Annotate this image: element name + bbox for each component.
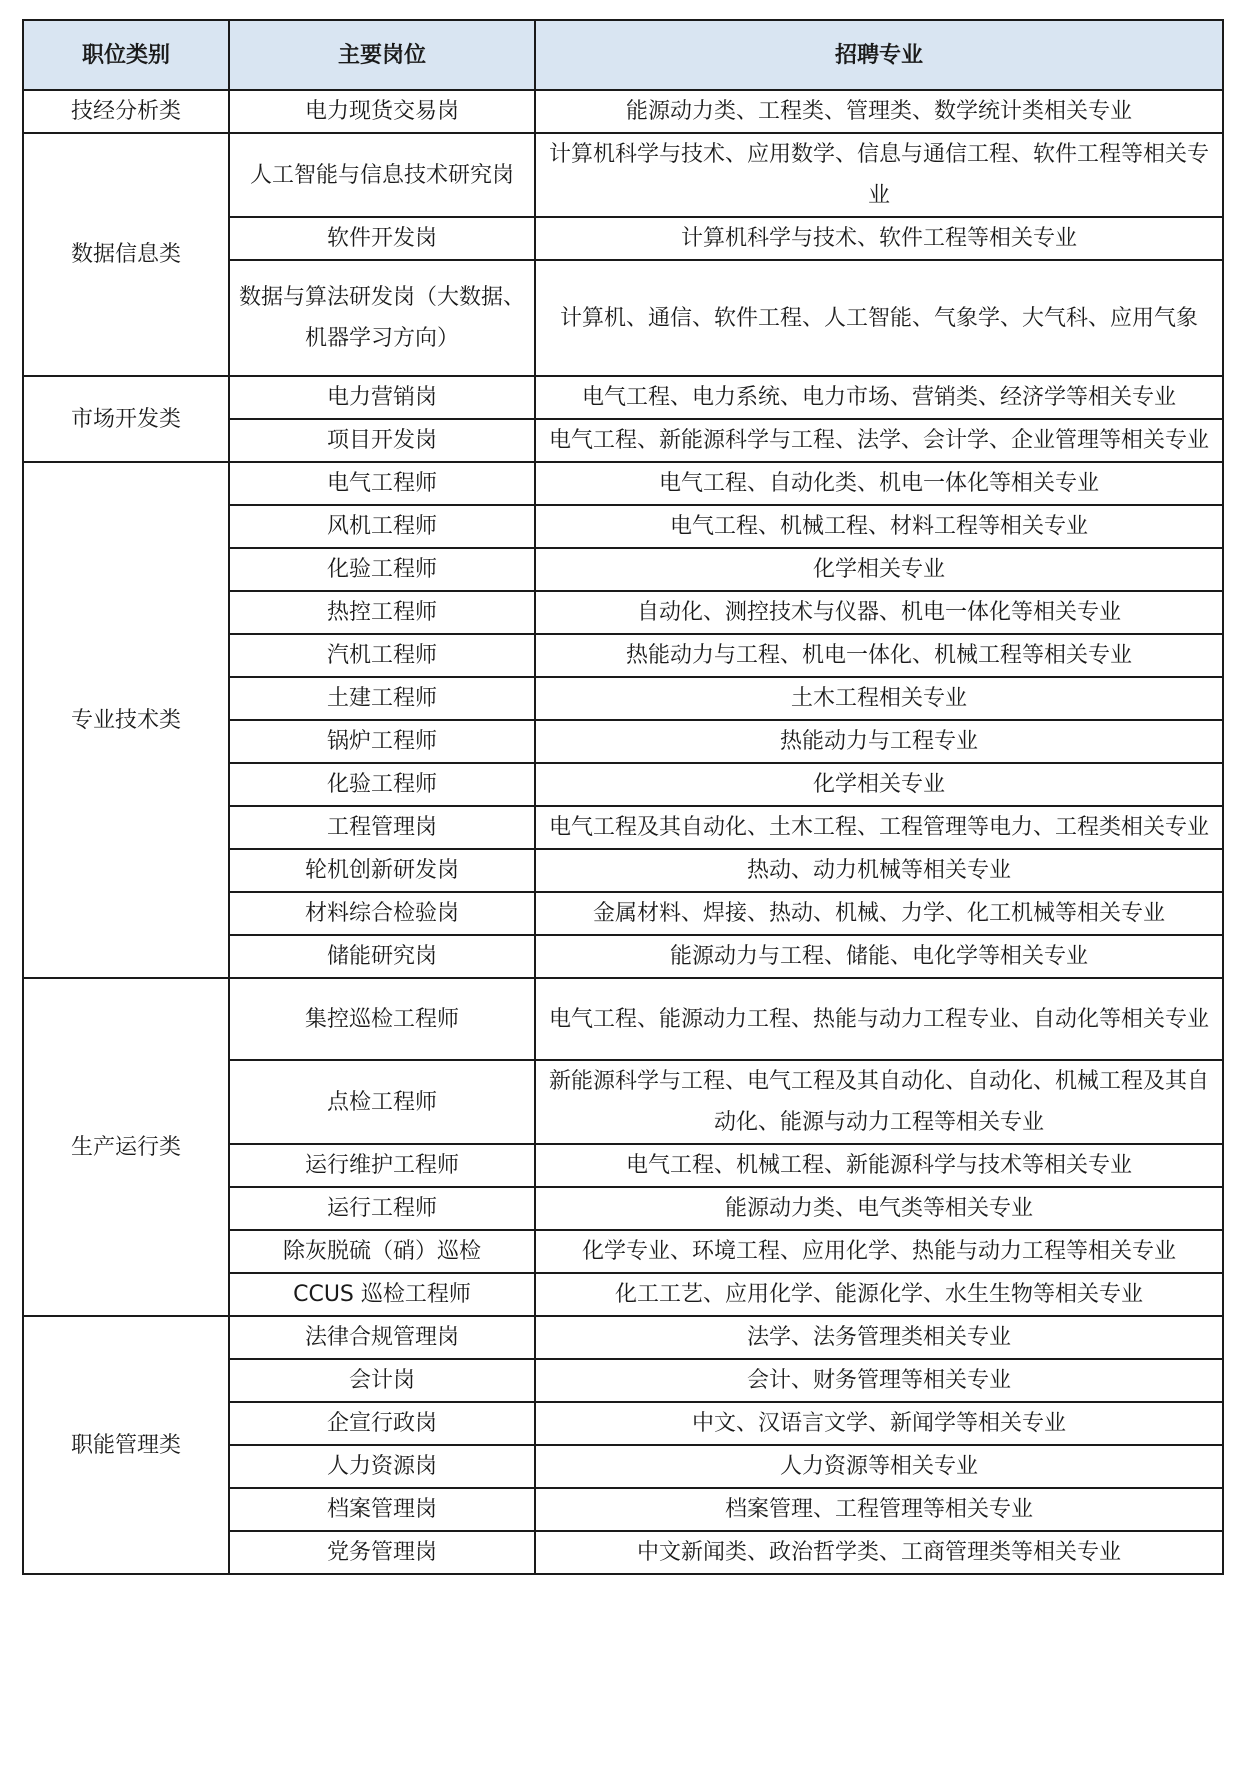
major-cell: 能源动力类、电气类等相关专业 xyxy=(535,1187,1223,1230)
position-cell: 工程管理岗 xyxy=(229,806,535,849)
category-cell: 市场开发类 xyxy=(23,376,229,462)
major-cell: 自动化、测控技术与仪器、机电一体化等相关专业 xyxy=(535,591,1223,634)
major-cell: 化工工艺、应用化学、能源化学、水生生物等相关专业 xyxy=(535,1273,1223,1316)
major-cell: 新能源科学与工程、电气工程及其自动化、自动化、机械工程及其自动化、能源与动力工程等相关专业 xyxy=(535,1060,1223,1144)
table-row xyxy=(23,90,1223,133)
major-cell: 电气工程、能源动力工程、热能与动力工程专业、自动化等相关专业 xyxy=(535,978,1223,1060)
table-row xyxy=(23,1316,1223,1359)
category-cell: 数据信息类 xyxy=(23,133,229,376)
position-cell: 储能研究岗 xyxy=(229,935,535,978)
header-position: 主要岗位 xyxy=(229,20,535,90)
major-cell: 计算机科学与技术、软件工程等相关专业 xyxy=(535,217,1223,260)
major-cell: 化学相关专业 xyxy=(535,548,1223,591)
major-cell: 中文、汉语言文学、新闻学等相关专业 xyxy=(535,1402,1223,1445)
major-cell: 电气工程及其自动化、土木工程、工程管理等电力、工程类相关专业 xyxy=(535,806,1223,849)
major-cell: 电气工程、电力系统、电力市场、营销类、经济学等相关专业 xyxy=(535,376,1223,419)
table-row xyxy=(23,978,1223,1060)
major-cell: 电气工程、机械工程、新能源科学与技术等相关专业 xyxy=(535,1144,1223,1187)
position-cell: 电力现货交易岗 xyxy=(229,90,535,133)
major-cell: 热能动力与工程、机电一体化、机械工程等相关专业 xyxy=(535,634,1223,677)
position-cell: 运行维护工程师 xyxy=(229,1144,535,1187)
position-cell: 化验工程师 xyxy=(229,548,535,591)
position-cell: 土建工程师 xyxy=(229,677,535,720)
major-cell: 电气工程、新能源科学与工程、法学、会计学、企业管理等相关专业 xyxy=(535,419,1223,462)
position-cell: 数据与算法研发岗（大数据、机器学习方向） xyxy=(229,260,535,376)
position-cell: 人工智能与信息技术研究岗 xyxy=(229,133,535,217)
table-row xyxy=(23,376,1223,419)
position-cell: 热控工程师 xyxy=(229,591,535,634)
position-cell: 档案管理岗 xyxy=(229,1488,535,1531)
position-cell: 轮机创新研发岗 xyxy=(229,849,535,892)
position-cell: 锅炉工程师 xyxy=(229,720,535,763)
major-cell: 电气工程、机械工程、材料工程等相关专业 xyxy=(535,505,1223,548)
category-cell: 职能管理类 xyxy=(23,1316,229,1574)
major-cell: 会计、财务管理等相关专业 xyxy=(535,1359,1223,1402)
major-cell: 化学相关专业 xyxy=(535,763,1223,806)
position-cell: 法律合规管理岗 xyxy=(229,1316,535,1359)
position-cell: 人力资源岗 xyxy=(229,1445,535,1488)
major-cell: 电气工程、自动化类、机电一体化等相关专业 xyxy=(535,462,1223,505)
position-cell: 企宣行政岗 xyxy=(229,1402,535,1445)
recruitment-table xyxy=(22,19,1224,1575)
header-category: 职位类别 xyxy=(23,20,229,90)
major-cell: 计算机科学与技术、应用数学、信息与通信工程、软件工程等相关专业 xyxy=(535,133,1223,217)
table-header xyxy=(23,20,1223,90)
position-cell: 电力营销岗 xyxy=(229,376,535,419)
header-row xyxy=(23,20,1223,90)
position-cell: 会计岗 xyxy=(229,1359,535,1402)
major-cell: 人力资源等相关专业 xyxy=(535,1445,1223,1488)
category-cell: 技经分析类 xyxy=(23,90,229,133)
position-cell: 集控巡检工程师 xyxy=(229,978,535,1060)
position-cell: 党务管理岗 xyxy=(229,1531,535,1574)
position-cell: 除灰脱硫（硝）巡检 xyxy=(229,1230,535,1273)
header-major: 招聘专业 xyxy=(535,20,1223,90)
major-cell: 化学专业、环境工程、应用化学、热能与动力工程等相关专业 xyxy=(535,1230,1223,1273)
major-cell: 热能动力与工程专业 xyxy=(535,720,1223,763)
category-cell: 专业技术类 xyxy=(23,462,229,978)
position-cell: 点检工程师 xyxy=(229,1060,535,1144)
major-cell: 热动、动力机械等相关专业 xyxy=(535,849,1223,892)
table-row xyxy=(23,462,1223,505)
table-body xyxy=(23,90,1223,1574)
major-cell: 能源动力与工程、储能、电化学等相关专业 xyxy=(535,935,1223,978)
major-cell: 金属材料、焊接、热动、机械、力学、化工机械等相关专业 xyxy=(535,892,1223,935)
major-cell: 土木工程相关专业 xyxy=(535,677,1223,720)
major-cell: 档案管理、工程管理等相关专业 xyxy=(535,1488,1223,1531)
position-cell: 电气工程师 xyxy=(229,462,535,505)
position-cell: 项目开发岗 xyxy=(229,419,535,462)
position-cell: 运行工程师 xyxy=(229,1187,535,1230)
position-cell: 风机工程师 xyxy=(229,505,535,548)
major-cell: 能源动力类、工程类、管理类、数学统计类相关专业 xyxy=(535,90,1223,133)
category-cell: 生产运行类 xyxy=(23,978,229,1316)
position-cell: 汽机工程师 xyxy=(229,634,535,677)
table-row xyxy=(23,133,1223,217)
position-cell: CCUS 巡检工程师 xyxy=(229,1273,535,1316)
major-cell: 计算机、通信、软件工程、人工智能、气象学、大气科、应用气象 xyxy=(535,260,1223,376)
position-cell: 材料综合检验岗 xyxy=(229,892,535,935)
major-cell: 中文新闻类、政治哲学类、工商管理类等相关专业 xyxy=(535,1531,1223,1574)
position-cell: 软件开发岗 xyxy=(229,217,535,260)
major-cell: 法学、法务管理类相关专业 xyxy=(535,1316,1223,1359)
position-cell: 化验工程师 xyxy=(229,763,535,806)
